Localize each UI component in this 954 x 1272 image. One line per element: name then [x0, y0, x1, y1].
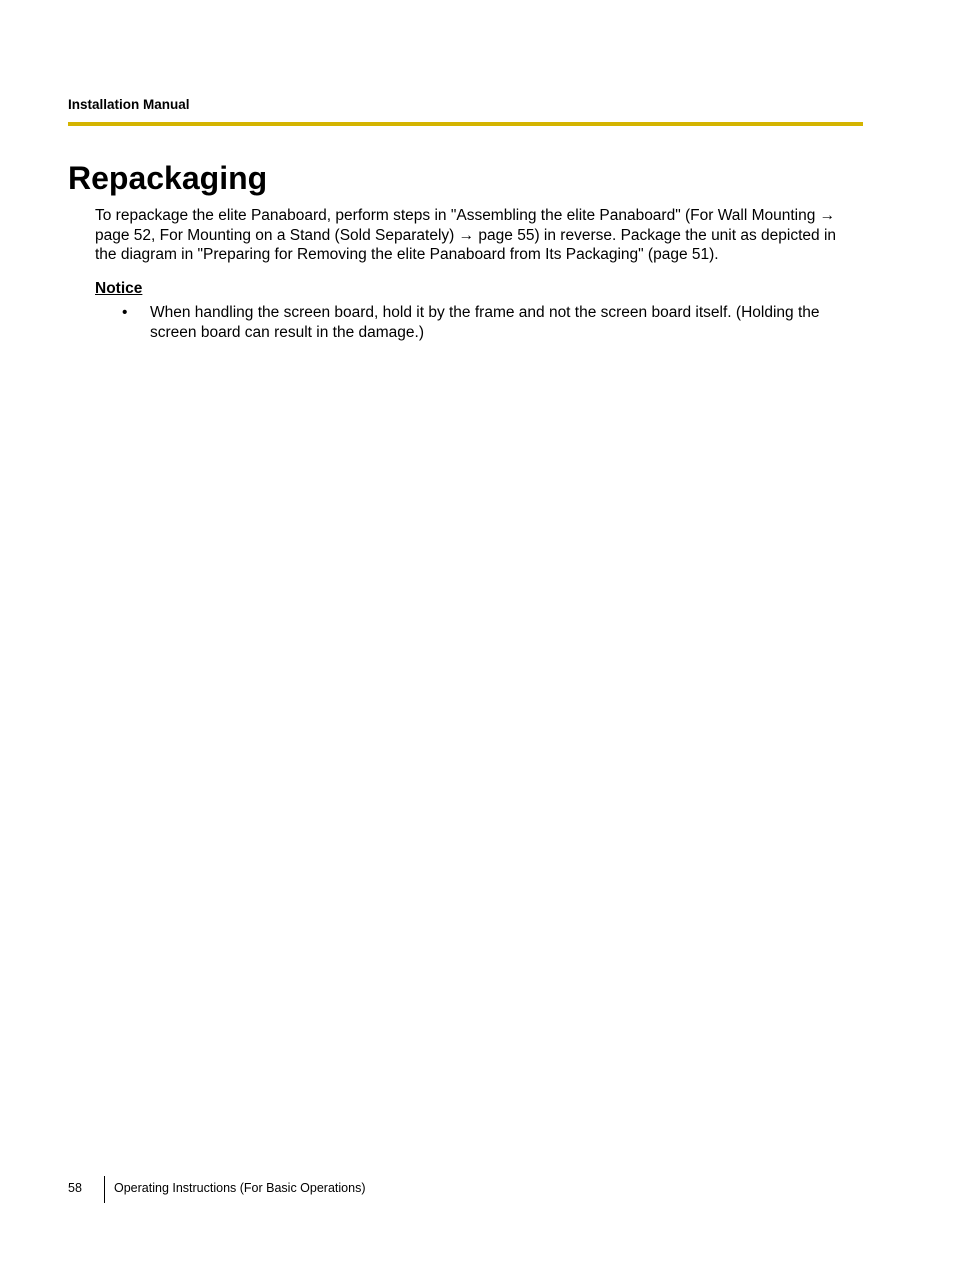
footer-divider [104, 1176, 105, 1203]
intro-line: To repackage the elite Panaboard, perform steps in "Assembling the elite Panaboard" (For Wall Mounting → [95, 207, 836, 224]
intro-line: page 52, For Mounting on a Stand (Sold Separately) → page 55) in reverse. Package the unit as depicted in [95, 226, 837, 244]
bullet-icon: • [122, 304, 128, 321]
header-rule [68, 122, 863, 126]
intro-paragraph [95, 206, 865, 265]
notice-list [95, 303, 865, 342]
page-title: Repackaging [68, 160, 268, 196]
notice-heading: Notice [95, 280, 143, 297]
notice-item-line: screen board can result in the damage.) [150, 323, 424, 341]
footer-document-title: Operating Instructions (For Basic Operations) [114, 1181, 366, 1195]
notice-item [95, 303, 865, 342]
footer-page-number: 58 [68, 1181, 82, 1195]
running-header: Installation Manual [68, 97, 190, 112]
notice-item-line: When handling the screen board, hold it by the frame and not the screen board itself. (Holding the [150, 304, 820, 321]
intro-line: the diagram in "Preparing for Removing the elite Panaboard from Its Packaging" (page 51). [95, 246, 719, 264]
